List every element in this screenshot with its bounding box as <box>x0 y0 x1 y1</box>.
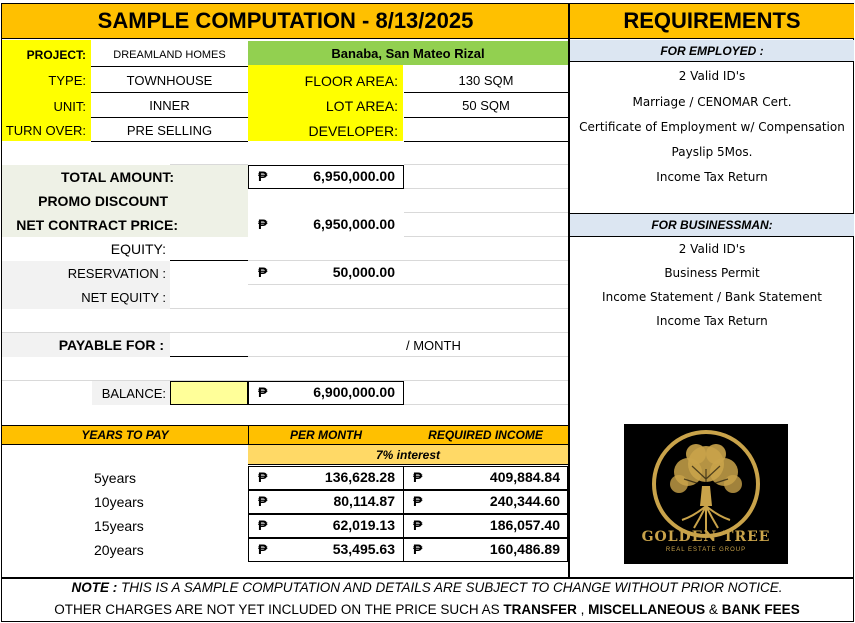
table-row <box>0 514 569 538</box>
charge-sep: , <box>576 602 589 617</box>
logo-subtitle: REAL ESTATE GROUP <box>665 547 747 553</box>
requirement-item: 2 Valid ID's <box>678 69 746 83</box>
location-value: Banaba, San Mateo Rizal <box>248 41 568 65</box>
balance-label: BALANCE: <box>101 385 166 401</box>
table-row <box>0 466 569 490</box>
interest-rate: 7% interest <box>248 445 568 465</box>
income-cell: 240,344.60 <box>489 493 560 509</box>
per-month-cell: 80,114.87 <box>333 493 395 509</box>
golden-tree-logo <box>624 424 788 564</box>
lot-area-label: LOT AREA: <box>325 98 398 114</box>
requirement-item: 2 Valid ID's <box>678 242 746 256</box>
table-row <box>0 490 569 514</box>
developer-label: DEVELOPER: <box>308 122 398 139</box>
income-cell: 160,486.89 <box>489 541 560 557</box>
promo-discount-label: PROMO DISCOUNT <box>38 193 168 209</box>
equity-label: EQUITY: <box>110 241 166 257</box>
logo-name: GOLDEN TREE <box>641 529 771 545</box>
reservation-label: RESERVATION : <box>67 265 166 281</box>
header-required-income: REQUIRED INCOME <box>403 425 568 445</box>
charge-misc: MISCELLANEOUS <box>588 602 706 617</box>
floor-area-value: 130 SQM <box>404 68 568 93</box>
net-contract-label: NET CONTRACT PRICE: <box>16 217 178 233</box>
income-cell: 409,884.84 <box>489 469 560 485</box>
footer-divider <box>2 577 854 579</box>
unit-label: UNIT: <box>53 98 86 114</box>
payable-label: PAYABLE FOR : <box>58 337 164 353</box>
peso-sign: ₱ <box>413 517 423 533</box>
business-title: FOR BUSINESSMAN: <box>570 213 854 237</box>
employed-title: FOR EMPLOYED : <box>570 40 854 62</box>
requirement-item: Income Tax Return <box>656 170 768 184</box>
note-text: THIS IS A SAMPLE COMPUTATION AND DETAILS ARE SUBJECT TO CHANGE WITHOUT PRIOR NOTICE. <box>117 580 783 595</box>
peso-sign: ₱ <box>258 493 268 509</box>
peso-sign: ₱ <box>258 168 268 184</box>
requirements-title: REQUIREMENTS <box>570 4 854 39</box>
project-value: DREAMLAND HOMES <box>91 43 248 67</box>
type-label: TYPE: <box>48 73 86 88</box>
years-cell: 20years <box>94 542 144 558</box>
peso-sign: ₱ <box>258 264 268 280</box>
net-contract-value: 6,950,000.00 <box>313 216 395 232</box>
project-label: PROJECT: <box>26 48 86 62</box>
peso-sign: ₱ <box>258 517 268 533</box>
total-amount-label: TOTAL AMOUNT: <box>60 169 174 185</box>
peso-sign: ₱ <box>413 469 423 485</box>
requirement-item: Marriage / CENOMAR Cert. <box>632 95 792 109</box>
per-month-cell: 136,628.28 <box>324 469 395 485</box>
type-value: TOWNHOUSE <box>91 68 248 93</box>
page-title: SAMPLE COMPUTATION - 8/13/2025 <box>2 4 569 39</box>
developer-value <box>404 119 568 142</box>
note-label: NOTE : <box>71 580 118 595</box>
reservation-value: 50,000.00 <box>332 264 395 280</box>
peso-sign: ₱ <box>413 541 423 557</box>
income-cell: 186,057.40 <box>489 517 560 533</box>
equity-value <box>170 237 248 261</box>
years-cell: 5years <box>94 470 137 486</box>
charges-line <box>2 602 852 622</box>
years-cell: 15years <box>94 518 144 534</box>
header-per-month: PER MONTH <box>248 425 404 445</box>
requirement-item: Business Permit <box>664 266 760 280</box>
requirement-item: Income Statement / Bank Statement <box>602 290 822 304</box>
charge-bank: BANK FEES <box>721 602 800 617</box>
requirement-item: Certificate of Employment w/ Compensation <box>579 120 845 134</box>
peso-sign: ₱ <box>258 541 268 557</box>
requirement-item: Income Tax Return <box>656 314 768 328</box>
total-amount-value: 6,950,000.00 <box>313 168 395 184</box>
balance-value: 6,900,000.00 <box>313 384 395 400</box>
peso-sign: ₱ <box>258 469 268 485</box>
turnover-label: TURN OVER: <box>5 123 86 138</box>
header-years-to-pay: YEARS TO PAY <box>2 425 248 445</box>
peso-sign: ₱ <box>413 493 423 509</box>
per-month-unit: / MONTH <box>406 337 461 353</box>
per-month-cell: 53,495.63 <box>332 541 395 557</box>
payable-value <box>170 333 248 357</box>
per-month-cell: 62,019.13 <box>332 517 395 533</box>
balance-input-cell <box>170 381 248 405</box>
floor-area-label: FLOOR AREA: <box>304 72 398 89</box>
requirement-item: Payslip 5Mos. <box>671 145 753 159</box>
years-cell: 10years <box>94 494 144 510</box>
turnover-value: PRE SELLING <box>91 119 248 142</box>
lot-area-value: 50 SQM <box>404 94 568 118</box>
net-equity-label: NET EQUITY : <box>81 289 166 305</box>
table-row <box>0 538 569 562</box>
charge-sep: & <box>705 602 722 617</box>
peso-sign: ₱ <box>258 216 268 232</box>
charges-text: OTHER CHARGES ARE NOT YET INCLUDED ON THE PRICE SUCH AS <box>54 602 504 617</box>
peso-sign: ₱ <box>258 384 268 400</box>
charge-transfer: TRANSFER <box>503 602 577 617</box>
note-line <box>2 580 852 600</box>
unit-value: INNER <box>91 94 248 118</box>
